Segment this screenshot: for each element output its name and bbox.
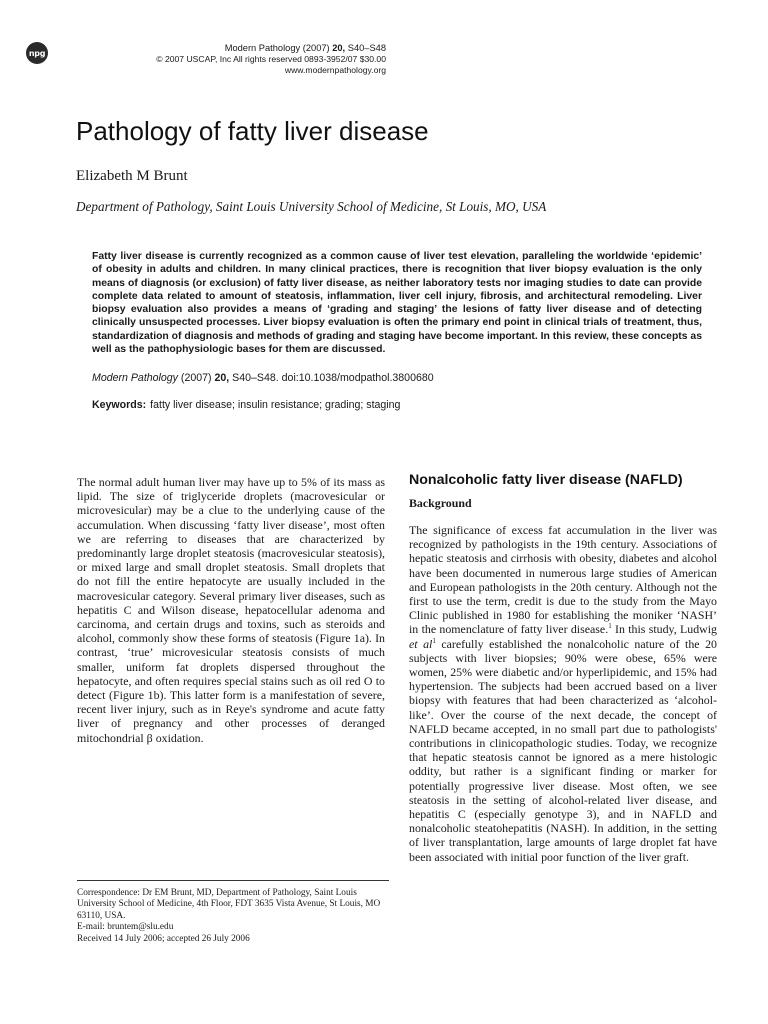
subsection-heading: Background bbox=[409, 496, 472, 510]
body-left-paragraph: The normal adult human liver may have up to 5% of its mass as lipid. The size of triglyceride droplets (macrovesicular or microvesicular) may be a clue to the underlying cause of the accumulation. When discussing ‘fatty liver disease’, most often we are referring to diseases that are characterized by predominantly large droplet steatosis (macrovesicular steatosis), or mixed large and small droplet steatosis. Small droplets that do not fill the entire hepatocyte are usually included in the macrovesicular category. Several primary liver diseases, such as hepatitis C and Wilson disease, hepatocellular adenoma and carcinoma, and certain drugs and toxins, such as steroids and alcohol, commonly show these forms of steatosis (Figure 1a). In contrast, ‘true’ microvesicular steatosis consists of much smaller, uniform fat droplets dispersed throughout the hepatocyte, and often requires special stains such as oil red O to detect (Figure 1b). This latter form is a manifestation of severe, recent liver injury, such as in Reye's syndrome and acute fatty liver of pregnancy and other processes of deranged mitochondrial β oxidation. bbox=[77, 475, 385, 745]
section-heading: Nonalcoholic fatty liver disease (NAFLD) bbox=[409, 472, 683, 488]
journal-year: (2007) bbox=[300, 43, 333, 53]
citation-volume: 20, bbox=[214, 372, 230, 384]
citation-doi: S40–S48. doi:10.1038/modpathol.3800680 bbox=[229, 372, 434, 384]
body-right-paragraph bbox=[409, 523, 717, 864]
journal-pages: S40–S48 bbox=[345, 43, 386, 53]
journal-header bbox=[156, 43, 386, 76]
et-al: et al bbox=[409, 636, 433, 651]
background-text-3: carefully established the nonalcoholic nature of the 20 subjects with liver biopsies; 90% were obese, 65% were women, 25% were diabetic and/or hyperlipidemic, and 15% had hypertension. The subjects had been accrued based on a liver biopsy with features that had been characterized as ‘alcohol-like’. Over the course of the next decade, the concept of NAFLD became accepted, in no small part due to pathologists' contributions in clinicopathologic studies. Today, we recognize that hepatic steatosis cannot be ignored as a mere histologic oddity, but rather is a significant finding or marker for potentially progressive liver disease. Most often, we see steatosis in the setting of alcohol-related liver disease, and hepatitis C (especially genotype 3), and in NAFLD and nonalcoholic steatohepatitis (NASH). In addition, in the setting of liver transplantation, large amounts of large droplet fat have been associated with initial poor function of the liver graft. bbox=[409, 636, 717, 864]
copyright-line: © 2007 USCAP, Inc All rights reserved 0893-3952/07 $30.00 bbox=[156, 54, 386, 64]
logo-text: npg bbox=[28, 48, 46, 58]
reference-marker[interactable]: 1 bbox=[432, 636, 436, 645]
abstract-text: Fatty liver disease is currently recognized as a common cause of liver test elevation, paralleling the worldwide ‘epidemic’ of obesity in adults and children. In many clinical practices, there is recognition that liver biopsy evaluation is the only means of diagnosis (or exclusion) of fatty liver disease, as neither laboratory tests nor imaging studies to date can provide complete data related to amount of steatosis, inflammation, liver cell injury, fibrosis, and architectural remodeling. Liver biopsy evaluation also provides a means of ‘grading and staging’ the lesions of fatty liver disease and of detecting clinically unsuspected processes. Liver biopsy evaluation is often the primary end point in clinical trials of treatment, thus, standardization of diagnosis and methods of grading and staging have become important. In this review, these concepts as well as the pathophysiologic bases for them are discussed. bbox=[92, 251, 702, 356]
keywords-line bbox=[92, 399, 400, 411]
article-title: Pathology of fatty liver disease bbox=[76, 116, 429, 146]
correspondence-email[interactable]: E-mail: bruntem@slu.edu bbox=[77, 922, 174, 933]
citation-line bbox=[92, 372, 434, 384]
article-author: Elizabeth M Brunt bbox=[76, 168, 188, 184]
reference-marker[interactable]: 1 bbox=[608, 622, 612, 631]
journal-url[interactable]: www.modernpathology.org bbox=[284, 65, 386, 75]
keywords-list: fatty liver disease; insulin resistance; grading; staging bbox=[150, 399, 401, 411]
body-right-column bbox=[409, 472, 717, 864]
received-dates: Received 14 July 2006; accepted 26 July 2006 bbox=[77, 933, 250, 944]
journal-volume: 20, bbox=[332, 43, 346, 53]
citation-journal: Modern Pathology bbox=[92, 372, 178, 384]
correspondence-address: Correspondence: Dr EM Brunt, MD, Department of Pathology, Saint Louis University School of Medicine, 4th Floor, FDT 3635 Vista Avenue, St Louis, MO 63110, USA. bbox=[77, 888, 381, 921]
journal-line bbox=[156, 43, 386, 54]
citation-year: (2007) bbox=[177, 372, 215, 384]
keywords-label: Keywords: bbox=[92, 399, 147, 411]
background-text-2: In this study, Ludwig bbox=[611, 622, 717, 637]
publisher-logo bbox=[26, 42, 48, 64]
background-text-1: The significance of excess fat accumulation in the liver was recognized by pathologists in the 19th century. Associations of hepatic steatosis and cirrhosis with obesity, diabetes and alcohol have been documented in numerous large studies of American and European pathologists in the 20th century. Although not the first to use the term, credit is due to the study from the Mayo Clinic published in 1980 for establishing the moniker ‘NASH’ in the nomenclature of fatty liver disease. bbox=[409, 523, 717, 637]
correspondence-footnote bbox=[77, 880, 389, 945]
author-affiliation: Department of Pathology, Saint Louis University School of Medicine, St Louis, MO, USA bbox=[76, 199, 547, 214]
journal-name: Modern Pathology bbox=[224, 43, 301, 53]
